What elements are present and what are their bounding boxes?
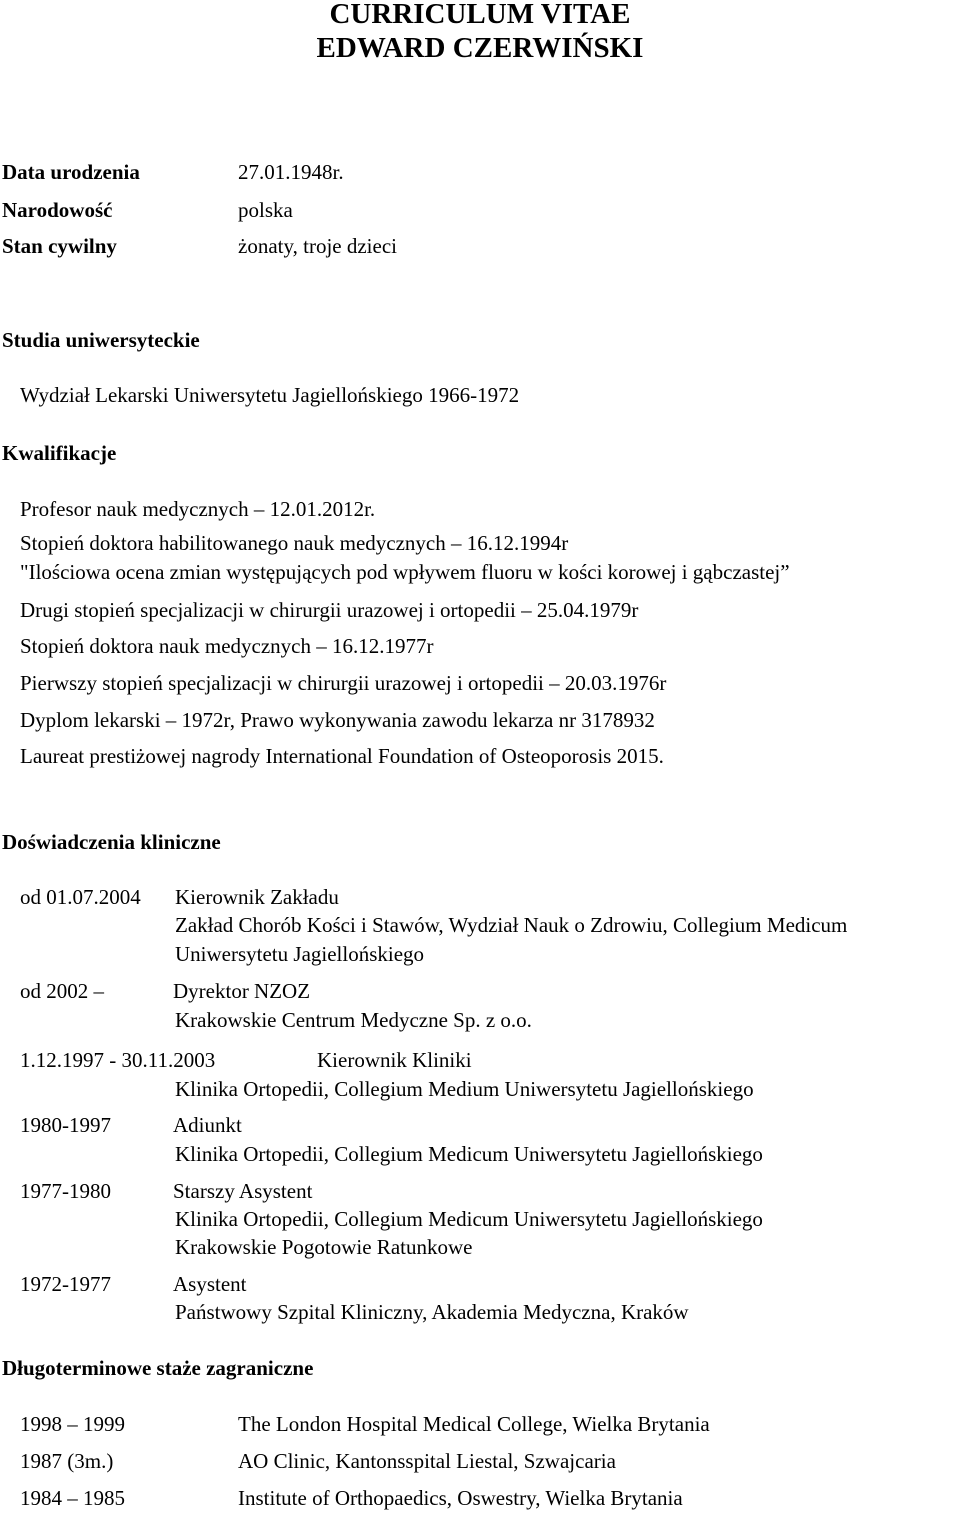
qualifications-heading: Kwalifikacje [2,441,117,465]
clinical-role: Starszy Asystent [173,1179,313,1203]
clinical-heading: Doświadczenia kliniczne [2,830,221,854]
marital-label: Stan cywilny [2,234,117,258]
clinical-period: od 2002 – [20,979,104,1003]
qualification-item: Laureat prestiżowej nagrody International Foundation of Osteoporosis 2015. [20,744,664,768]
abroad-period: 1998 – 1999 [20,1412,125,1436]
qualification-item: Pierwszy stopień specjalizacji w chirurgii urazowej i ortopedii – 20.03.1976r [20,671,667,695]
abroad-period: 1984 – 1985 [20,1486,125,1510]
abroad-place: The London Hospital Medical College, Wielka Brytania [238,1412,710,1436]
qualification-item: Stopień doktora nauk medycznych – 16.12.1977r [20,634,434,658]
qualification-item: Stopień doktora habilitowanego nauk medycznych – 16.12.1994r [20,531,569,555]
abroad-place: AO Clinic, Kantonsspital Liestal, Szwajcaria [238,1449,616,1473]
studies-item: Wydział Lekarski Uniwersytetu Jagiellońskiego 1966-1972 [20,383,520,407]
clinical-institution: Krakowskie Pogotowie Ratunkowe [175,1235,473,1259]
clinical-role: Kierownik Zakładu [175,885,339,909]
clinical-institution: Klinika Ortopedii, Collegium Medium Uniwersytetu Jagiellońskiego [175,1077,754,1101]
clinical-period: 1980-1997 [20,1113,111,1137]
clinical-period: 1.12.1997 - 30.11.2003 [20,1048,216,1072]
studies-heading: Studia uniwersyteckie [2,328,200,352]
clinical-institution: Klinika Ortopedii, Collegium Medicum Uniwersytetu Jagiellońskiego [175,1142,763,1166]
abroad-place: Institute of Orthopaedics, Oswestry, Wielka Brytania [238,1486,683,1510]
document-title-line2: EDWARD CZERWIŃSKI [316,32,644,64]
clinical-institution: Krakowskie Centrum Medyczne Sp. z o.o. [175,1008,532,1032]
clinical-period: 1972-1977 [20,1272,111,1296]
birth-label: Data urodzenia [2,160,140,184]
clinical-role: Dyrektor NZOZ [173,979,311,1003]
abroad-heading: Długoterminowe staże zagraniczne [2,1356,314,1380]
nationality-label: Narodowość [2,198,113,222]
clinical-period: 1977-1980 [20,1179,111,1203]
birth-value: 27.01.1948r. [238,160,344,184]
nationality-value: polska [238,198,293,222]
document-title-line1: CURRICULUM VITAE [329,0,631,30]
qualification-item: Profesor nauk medycznych – 12.01.2012r. [20,497,376,521]
clinical-institution: Klinika Ortopedii, Collegium Medicum Uniwersytetu Jagiellońskiego [175,1207,763,1231]
qualification-item: "Ilościowa ocena zmian występujących pod wpływem fluoru w kości korowej i gąbczastej” [20,560,790,584]
clinical-institution: Uniwersytetu Jagiellońskiego [175,942,425,966]
qualification-item: Drugi stopień specjalizacji w chirurgii urazowej i ortopedii – 25.04.1979r [20,598,639,622]
clinical-role: Asystent [173,1272,247,1296]
clinical-period: od 01.07.2004 [20,885,141,909]
clinical-role: Kierownik Kliniki [317,1048,472,1072]
marital-value: żonaty, troje dzieci [238,234,397,258]
clinical-institution: Zakład Chorób Kości i Stawów, Wydział Nauk o Zdrowiu, Collegium Medicum [175,913,848,937]
qualification-item: Dyplom lekarski – 1972r, Prawo wykonywania zawodu lekarza nr 3178932 [20,708,655,732]
clinical-institution: Państwowy Szpital Kliniczny, Akademia Medyczna, Kraków [175,1300,689,1324]
abroad-period: 1987 (3m.) [20,1449,114,1473]
clinical-role: Adiunkt [173,1113,242,1137]
